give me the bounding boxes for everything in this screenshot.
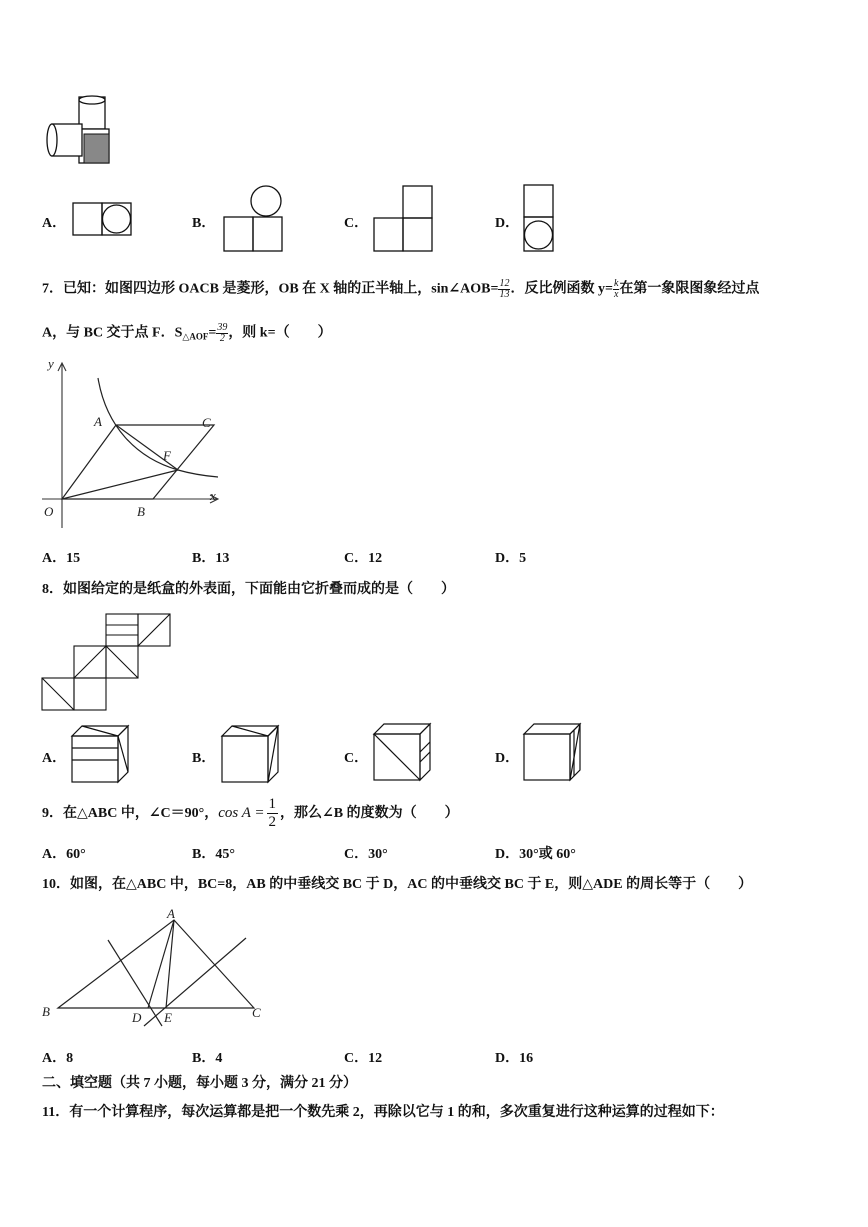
q7-rhombus-figure — [40, 356, 222, 532]
q6-option-a-letter[interactable]: A． — [42, 216, 67, 231]
q10-label-d: D — [132, 1010, 142, 1025]
q11-question: 11．有一个计算程序，每次运算都是把一个数先乘 2，再除以它与 1 的和，多次重复进行这种运算的过程如下： — [42, 1105, 724, 1120]
q10-label-e: E — [164, 1010, 172, 1025]
q10-option-d[interactable]: D．16 — [495, 1051, 534, 1066]
q8-option-c-letter[interactable]: C． — [344, 751, 369, 766]
q8-option-c-cube[interactable] — [372, 722, 434, 784]
q10-label-b: B — [42, 1004, 50, 1019]
q10-question: 10．如图，在△ABC 中，BC=8，AB 的中垂线交 BC 于 D，AC 的中垂线交 BC 于 E，则△ADE 的周长等于（ ） — [42, 877, 753, 892]
q7-label-b: B — [137, 504, 145, 519]
q10-option-b[interactable]: B．4 — [192, 1051, 223, 1066]
q9-option-b[interactable]: B．45° — [192, 847, 235, 862]
q6-option-c-letter[interactable]: C． — [344, 216, 369, 231]
q10-option-c[interactable]: C．12 — [344, 1051, 383, 1066]
q10-option-a[interactable]: A．8 — [42, 1051, 74, 1066]
q8-option-a-cube[interactable] — [70, 724, 132, 786]
q7-option-a[interactable]: A．15 — [42, 551, 81, 566]
q6-solid-figure — [42, 92, 114, 168]
q10-label-c: C — [252, 1005, 261, 1020]
q7-label-a: A — [94, 414, 102, 429]
q8-question: 8．如图给定的是纸盒的外表面，下面能由它折叠而成的是（ ） — [42, 582, 455, 597]
q8-option-d-letter[interactable]: D． — [495, 751, 520, 766]
q7-label-o: O — [44, 504, 54, 519]
q9-question: 9．在△ABC 中，∠C＝90°，cos A = $\frac{1}{2}$ ，那么∠B 的度数为（ ） — [42, 796, 459, 831]
q7-option-d[interactable]: D．5 — [495, 551, 527, 566]
q6-option-a-view[interactable] — [72, 202, 134, 236]
q7-question-line1: 7．已知：如图四边形 OACB 是菱形，OB 在 X 轴的正半轴上，sin∠AOB= $\frac{12}{13}$ ．反比例函数 y= $\frac{k}{x}$ 在第一象限图象经过点 — [42, 278, 760, 300]
q7-label-y: y — [48, 356, 54, 371]
q6-option-b-view[interactable] — [222, 184, 286, 254]
q6-option-d-letter[interactable]: D． — [495, 216, 520, 231]
q6-option-d-view[interactable] — [522, 183, 556, 255]
q7-label-x: x — [210, 488, 216, 503]
q8-option-b-cube[interactable] — [220, 724, 282, 786]
q9-option-d[interactable]: D．30°或 60° — [495, 847, 576, 862]
q8-option-d-cube[interactable] — [522, 722, 586, 784]
q7-question-line2: A，与 BC 交于点 F．$S_{\triangle AOF}=$ $\frac{39}{2}$ ，则 k=（ ） — [42, 322, 332, 344]
q6-option-c-view[interactable] — [372, 184, 436, 254]
q7-label-c: C — [202, 415, 211, 430]
q9-option-c[interactable]: C．30° — [344, 847, 388, 862]
q7-option-b[interactable]: B．13 — [192, 551, 230, 566]
q10-label-a: A — [167, 906, 175, 921]
q7-label-f: F — [163, 448, 171, 463]
section2-heading: 二、填空题（共 7 小题，每小题 3 分，满分 21 分） — [42, 1076, 357, 1091]
q10-triangle-figure — [40, 906, 268, 1030]
q9-option-a[interactable]: A．60° — [42, 847, 86, 862]
q8-option-a-letter[interactable]: A． — [42, 751, 67, 766]
q8-option-b-letter[interactable]: B． — [192, 751, 216, 766]
q6-option-b-letter[interactable]: B． — [192, 216, 216, 231]
q7-option-c[interactable]: C．12 — [344, 551, 383, 566]
q8-cube-net — [41, 613, 173, 713]
